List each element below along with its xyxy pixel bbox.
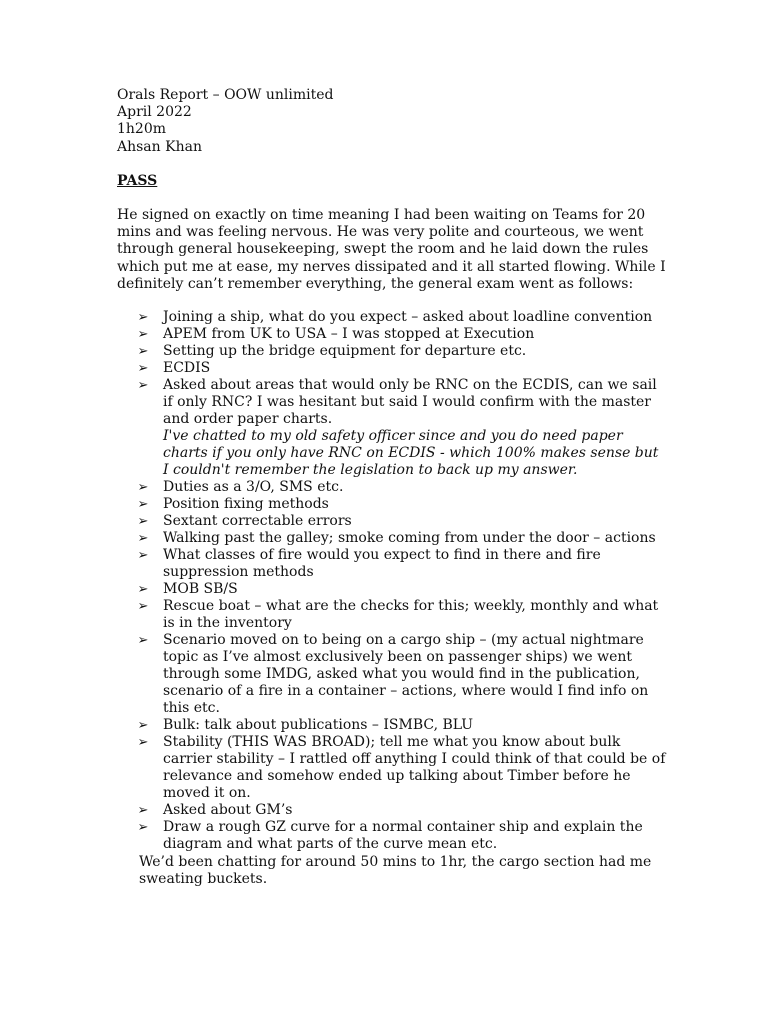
list-item xyxy=(117,632,667,717)
list-item-text: Setting up the bridge equipment for departure etc. xyxy=(163,343,527,359)
list-item xyxy=(117,598,667,632)
list-item-text: Asked about areas that would only be RNC on the ECDIS, can we sail if only RNC? I was hesitant but said I would confirm with the master and order paper charts. xyxy=(163,377,657,427)
list-item xyxy=(117,581,667,598)
list-item-text: Rescue boat – what are the checks for this; weekly, monthly and what is in the inventory xyxy=(163,598,659,631)
list-item xyxy=(117,717,667,734)
list-item xyxy=(117,819,667,853)
list-item-text: Position fixing methods xyxy=(163,496,329,512)
arrow-bullet-icon: ➢ xyxy=(137,633,149,648)
arrow-bullet-icon: ➢ xyxy=(137,327,149,342)
list-item-text: Duties as a 3/O, SMS etc. xyxy=(163,479,344,495)
arrow-bullet-icon: ➢ xyxy=(137,820,149,835)
list-item-text: Bulk: talk about publications – ISMBC, BLU xyxy=(163,717,474,733)
list-item-text: Sextant correctable errors xyxy=(163,513,352,529)
arrow-bullet-icon: ➢ xyxy=(137,497,149,512)
list-item-text: Asked about GM’s xyxy=(163,802,293,818)
arrow-bullet-icon: ➢ xyxy=(137,599,149,614)
exam-result: PASS xyxy=(117,173,158,189)
list-item xyxy=(117,360,667,377)
list-item xyxy=(117,530,667,547)
list-item-text: MOB SB/S xyxy=(163,581,238,597)
list-item-text: Stability (THIS WAS BROAD); tell me what you know about bulk carrier stability – I rattled off anything I could think of that could be of relevance and somehow ended up talking about Timber before he moved it on. xyxy=(163,734,666,801)
list-item-text: APEM from UK to USA – I was stopped at Execution xyxy=(163,326,535,342)
list-item xyxy=(117,343,667,360)
arrow-bullet-icon: ➢ xyxy=(137,514,149,529)
intro-paragraph: He signed on exactly on time meaning I had been waiting on Teams for 20 mins and was feeling nervous. He was very polite and courteous, we went through general housekeeping, swept the room and he laid down the rules which put me at ease, my nerves dissipated and it all started flowing. While I definitely can’t remember everything, the general exam went as follows: xyxy=(117,207,666,292)
arrow-bullet-icon: ➢ xyxy=(137,344,149,359)
list-item-text: ECDIS xyxy=(163,360,211,376)
report-title: Orals Report – OOW unlimited xyxy=(117,87,334,103)
report-duration: 1h20m xyxy=(117,121,167,138)
arrow-bullet-icon: ➢ xyxy=(137,531,149,546)
list-item xyxy=(117,309,667,326)
list-item xyxy=(117,496,667,513)
list-item-text: Draw a rough GZ curve for a normal container ship and explain the diagram and what parts of the curve mean etc. xyxy=(163,819,643,852)
exam-topics-list xyxy=(117,309,667,853)
arrow-bullet-icon: ➢ xyxy=(137,378,149,393)
arrow-bullet-icon: ➢ xyxy=(137,582,149,597)
report-author: Ahsan Khan xyxy=(117,138,202,155)
list-item xyxy=(117,513,667,530)
list-item xyxy=(117,547,667,581)
list-item-text: Walking past the galley; smoke coming from under the door – actions xyxy=(163,530,656,546)
arrow-bullet-icon: ➢ xyxy=(137,310,149,325)
closing-paragraph: We’d been chatting for around 50 mins to 1hr, the cargo section had me sweating buckets. xyxy=(139,854,652,888)
list-item xyxy=(117,802,667,819)
arrow-bullet-icon: ➢ xyxy=(137,548,149,563)
list-item xyxy=(117,734,667,802)
arrow-bullet-icon: ➢ xyxy=(137,735,149,750)
list-item xyxy=(117,377,667,479)
report-header xyxy=(117,87,333,156)
list-item-text: Scenario moved on to being on a cargo ship – (my actual nightmare topic as I’ve almost exclusively been on passenger ships) we went through some IMDG, asked what you would find in the publication, scenario of a fire in a container – actions, where would I find info on this etc. xyxy=(163,632,649,716)
arrow-bullet-icon: ➢ xyxy=(137,361,149,376)
list-item-text: Joining a ship, what do you expect – asked about loadline convention xyxy=(163,309,653,325)
list-item-note: I've chatted to my old safety officer since and you do need paper charts if you only have RNC on ECDIS - which 100% makes sense but I couldn't remember the legislation to back up my answer. xyxy=(163,428,659,478)
arrow-bullet-icon: ➢ xyxy=(137,803,149,818)
arrow-bullet-icon: ➢ xyxy=(137,480,149,495)
list-item xyxy=(117,479,667,496)
list-item-text: What classes of fire would you expect to find in there and fire suppression methods xyxy=(163,547,601,580)
list-item xyxy=(117,326,667,343)
report-date: April 2022 xyxy=(117,104,192,121)
arrow-bullet-icon: ➢ xyxy=(137,718,149,733)
